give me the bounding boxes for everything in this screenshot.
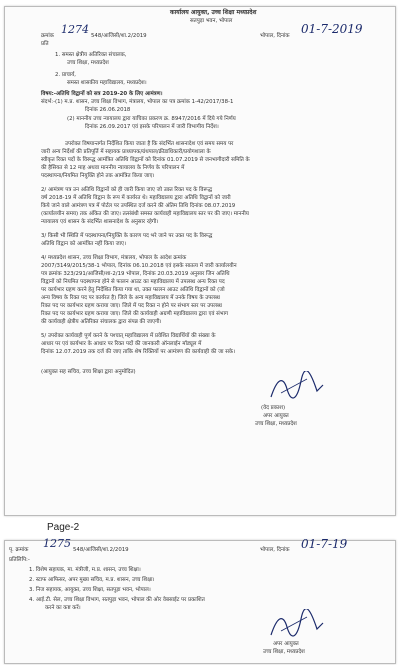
reference-1-line-2: दिनांक 26.06.2018 xyxy=(85,107,131,113)
cc-item-2: 2. स्टाफ आफिसर, अपर मुख्य सचिव, म.प्र. शासन, उच्च शिक्षा। xyxy=(29,577,155,583)
recipient-2-line-1: 2. प्राचार्य, xyxy=(55,72,76,78)
date-handwritten: 01-7-2019 xyxy=(301,22,363,36)
ref-prefix: क्रमांक xyxy=(41,33,54,39)
para1-line3: स्वीकृत रिक्त पदों के विरूद्ध आमंत्रित अतिथि विद्वानों को दिनांक 01.07.2019 से जनभागीदारी समिति के xyxy=(41,157,250,163)
reference-2-line-1: (2) माननीय उच्च न्यायालय द्वारा याचिका प्रकरण क्र. 8947/2016 में दिये गये निर्णय xyxy=(67,116,236,122)
page-label: Page-2 xyxy=(47,522,80,533)
pratilipi-label: प्रतिलिपि:- xyxy=(9,557,30,563)
para1-line1: उपरोक्त विषयान्तर्गत निर्देशित किया जाता है कि संदर्भित शासनादेश एवं समय समय पर xyxy=(65,141,234,147)
para4-line3: पत्र क्रमांक 323/291/आजिसी/शा-2/19 भोपाल, दिनांक 20.03.2019 अनुसार जिन अतिथि xyxy=(41,271,230,277)
signatory-office: उच्च शिक्षा, मध्यप्रदेश xyxy=(255,421,297,427)
letter-page-2 xyxy=(4,537,396,664)
recipient-1-line-2: उच्च शिक्षा, मध्यप्रदेश xyxy=(67,60,109,66)
para2-line4: (कार्यालयीन समय) तक अंकित की जाए। तत्संबंधी समस्त कार्यवाही महाविद्यालय स्तर पर की जाए। माननीय xyxy=(41,211,249,217)
reference-1-line-1: संदर्भ:-(1) म.प्र. शासन, उच्च शिक्षा विभाग, मंत्रालय, भोपाल का पत्र क्रमांक 1-42/2017/38-1 xyxy=(41,99,234,105)
para4-line2: 2007/3149/2015/38-1 भोपाल, दिनांक 06.10.2018 एवं इसके सातत्य में जारी कार्यालयीन xyxy=(41,263,237,269)
p2-date-handwritten: 01-7-19 xyxy=(301,537,348,551)
para5-line1: 5/ उपरोक्त कार्यवाही पूर्ण करने के पश्चात् महाविद्यालय में प्रवेशित विद्यार्थियों की संख्या के xyxy=(41,333,216,339)
signature-1 xyxy=(267,371,327,403)
office-header: कार्यालय आयुक्त, उच्च शिक्षा मध्यप्रदेश xyxy=(170,9,257,16)
p2-ref-prefix: पृ. क्रमांक xyxy=(9,547,29,553)
cc-item-4-line2: करने का कष्ट करें। xyxy=(45,605,81,611)
para2-line3: किये जाने वाले आमंत्रण पत्र में पोर्टल पर उपस्थित दर्ज करने की अंतिम तिथि दिनांक 08.07.2019 xyxy=(41,203,236,209)
para5-line2: आधार पर एवं कार्यभार के आधार पर रिक्त पदों की जानकारी ऑनलाईन मॉड्यूल में xyxy=(41,341,202,347)
para1-line5: पदस्थापना/नियमित नियुक्ति होने तक आमंत्रित किया जाए। xyxy=(41,173,155,179)
p2-date-prefix: भोपाल, दिनांक xyxy=(260,547,290,553)
para3-line2: अतिथि विद्वान को आमंत्रित नहीं किया जाए। xyxy=(41,241,127,247)
signatory-name: (वेद प्रकाश) xyxy=(261,405,286,411)
para1-line4: की हैसियत से 12 माह अथवा माननीय न्यायालय के निर्णय के परिपालन में xyxy=(41,165,185,171)
prati-label: प्रति xyxy=(41,41,49,47)
p2-signatory-title: अपर आयुक्त xyxy=(273,641,299,647)
ref-suffix: 548/आजिसी/शा.2/2019 xyxy=(91,33,147,39)
para4-line7: रिक्त पद पर कार्यभार ग्रहण कराया जाए। जिले में पद रिक्त न होने पर संभाग स्तर पर उपलब्ध xyxy=(41,303,222,309)
ref-number-handwritten: 1274 xyxy=(61,23,89,36)
recipient-1-line-1: 1. समस्त क्षेत्रीय अतिरिक्त संचालक, xyxy=(55,52,127,58)
cc-item-1: 1. विशेष सहायक, मा. मंत्रीजी, म.प्र. शासन, उच्च शिक्षा। xyxy=(29,567,141,573)
reference-2-line-2: दिनांक 26.09.2017 एवं इसके परिपालन में जारी विभागीय निर्देश। xyxy=(85,124,219,130)
para4-line6: अन्य विषय के रिक्त पद पर कार्यरत है) जिले के अन्य महाविद्यालय में उनके विषय के उपलब्ध xyxy=(41,295,220,301)
letter-page-1 xyxy=(4,6,396,516)
para4-line1: 4/ मध्यप्रदेश शासन, उच्च शिक्षा विभाग, मंत्रालय, भोपाल के आदेश क्रमांक xyxy=(41,255,187,261)
para2-line2: वर्ष 2018-19 में अतिथि विद्वान के रूप में कार्यरत थे। महाविद्यालय द्वारा अतिथि विद्वानों को जारी xyxy=(41,195,231,201)
approval-note: (आयुक्त सह सचिव, उच्च शिक्षा द्वारा अनुमोदित) xyxy=(41,369,136,375)
para2-line1: 2/ आमंत्रण पत्र उन अतिथि विद्वानों को ही जारी किया जाए जो उक्त रिक्त पद के विरूद्ध xyxy=(41,187,213,193)
cc-item-4-line1: 4. आई.टी. सेल, उच्च शिक्षा विभाग, सतपुड़ा भवन, भोपाल की ओर वेबसाईट पर प्रकाशित xyxy=(29,597,205,603)
para2-line5: न्यायालय एवं शासन के संदर्भित शासनादेश के अनुसार रहेगी। xyxy=(41,219,159,225)
para4-line8: रिक्त पद पर कार्यभार ग्रहण कराया जाए। जिले की कार्यवाही अग्रणी महाविद्यालय द्वारा एवं संभाग xyxy=(41,311,229,317)
signatory-title: अपर आयुक्त xyxy=(263,413,289,419)
para3-line1: 3/ किसी भी स्थिति में पदस्थापना/नियुक्ति के कारण पद भरे जाने पर उक्त पद के विरूद्ध xyxy=(41,233,213,239)
office-address: सतपुड़ा भवन, भोपाल xyxy=(190,18,233,24)
para5-line3: दिनांक 12.07.2019 तक दर्ज की जाए ताकि शेष रिक्तियों पर आमंत्रण की कार्यवाही की जा सके। xyxy=(41,349,236,355)
recipient-2-line-2: समस्त शासकीय महाविद्यालय, मध्यप्रदेश। xyxy=(67,80,147,86)
p2-ref-number-handwritten: 1275 xyxy=(43,537,71,550)
signature-2 xyxy=(267,609,327,641)
date-prefix: भोपाल, दिनांक xyxy=(260,33,290,39)
para4-line9: की कार्यवाही क्षेत्रीय अतिरिक्त संचालक द्वारा संपन्न की जाएगी। xyxy=(41,319,162,325)
para1-line2: जारी अन्य निर्देशों की प्रतिपूर्ति में सहायक प्राध्यापक/ग्रंथपाल/क्रीडाधिकारी/प्रयोगशाला के xyxy=(41,149,211,155)
subject-line: विषय:-अतिथि विद्वानों को सत्र 2019-20 के लिए आमंत्रण। xyxy=(41,91,163,97)
p2-signatory-office: उच्च शिक्षा, मध्यप्रदेश xyxy=(263,649,305,655)
para4-line5: पर कार्यभार ग्रहण करने हेतु निर्देशित किया गया था, उक्त फालन आउट अतिथि विद्वानों को (जो xyxy=(41,287,225,293)
cc-item-3: 3. निज सहायक, आयुक्त, उच्च शिक्षा, सतपुड़ा भवन, भोपाल। xyxy=(29,587,151,593)
para4-line4: विद्वानों को नियमित पदस्थापना होने से फालन आउट का महाविद्यालय में उपलब्ध अन्य रिक्त पद xyxy=(41,279,225,285)
p2-ref-suffix: 548/आजिसी/शा.2/2019 xyxy=(73,547,129,553)
